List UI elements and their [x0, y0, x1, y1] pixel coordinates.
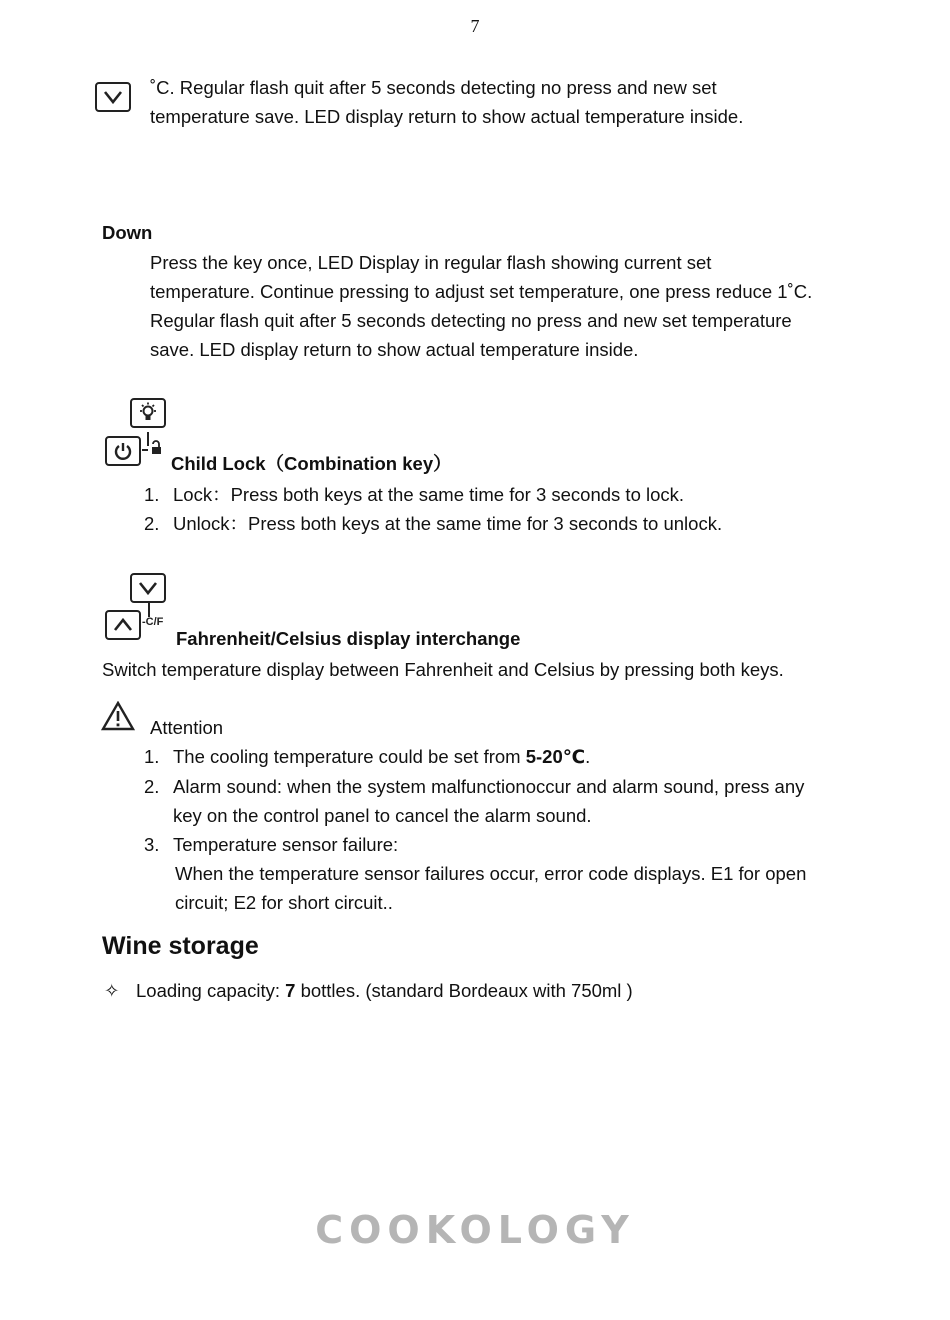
attention-item-3-line-1: When the temperature sensor failures occur, error code displays. E1 for open [175, 863, 807, 884]
child-lock-item-1-num: 1. [144, 484, 160, 505]
attention-item-2-line-1: Alarm sound: when the system malfunctionoccur and alarm sound, press any [173, 776, 805, 797]
down-line-4: save. LED display return to show actual temperature inside. [150, 339, 639, 360]
child-lock-item-2-num: 2. [144, 513, 160, 534]
footer-logo: COOKOLOGY [315, 1208, 635, 1252]
chevron-down-key-icon [130, 573, 166, 603]
wine-storage-bullet-icon: ✧ [104, 980, 120, 1001]
loading-capacity-pre: Loading capacity: [136, 980, 286, 1001]
attention-item-1-post: . [585, 746, 591, 767]
wine-storage-heading: Wine storage [102, 932, 259, 960]
child-lock-heading: Child Lock（Combination key） [171, 453, 452, 474]
light-key-icon [130, 398, 166, 428]
down-line-2: temperature. Continue pressing to adjust set temperature, one press reduce 1˚C. [150, 281, 813, 302]
attention-item-1 [173, 746, 590, 768]
child-lock-item-1: Lock：Press both keys at the same time for 3 seconds to lock. [173, 484, 685, 505]
child-lock-item-2: Unlock：Press both keys at the same time for 3 seconds to unlock. [173, 513, 723, 534]
attention-item-3-num: 3. [144, 834, 160, 855]
fc-connector [148, 603, 150, 617]
loading-capacity-text [136, 980, 633, 1002]
down-heading: Down [102, 222, 153, 243]
fc-text: Switch temperature display between Fahrenheit and Celsius by pressing both keys. [102, 659, 784, 680]
power-key-icon [105, 436, 141, 466]
attention-item-1-num: 1. [144, 746, 160, 767]
attention-item-2-line-2: key on the control panel to cancel the alarm sound. [173, 805, 592, 826]
page-number: 7 [470, 16, 480, 36]
attention-item-3-title: Temperature sensor failure: [173, 834, 399, 855]
down-line-3: Regular flash quit after 5 seconds detecting no press and new set temperature [150, 310, 792, 331]
loading-capacity-count: 7 [285, 980, 296, 1001]
attention-heading: Attention [150, 717, 224, 738]
attention-item-3-line-2: circuit; E2 for short circuit.. [175, 892, 393, 913]
fc-icon-label: -C/F [142, 616, 164, 628]
attention-item-1-range: 5-20℃ [525, 746, 586, 767]
top-line-2: temperature save. LED display return to show actual temperature inside. [150, 106, 744, 127]
top-line-1: ˚C. Regular flash quit after 5 seconds detecting no press and new set [150, 77, 717, 98]
down-line-1: Press the key once, LED Display in regular flash showing current set [150, 252, 712, 273]
warning-triangle-icon [101, 701, 135, 731]
fc-heading: Fahrenheit/Celsius display interchange [176, 628, 521, 649]
chevron-down-key-icon [95, 82, 131, 112]
attention-item-2-num: 2. [144, 776, 160, 797]
chevron-up-key-icon [105, 610, 141, 640]
attention-item-1-pre: The cooling temperature could be set from [173, 746, 526, 767]
loading-capacity-post: bottles. (standard Bordeaux with 750ml ) [295, 980, 633, 1001]
lock-icon [140, 430, 164, 460]
